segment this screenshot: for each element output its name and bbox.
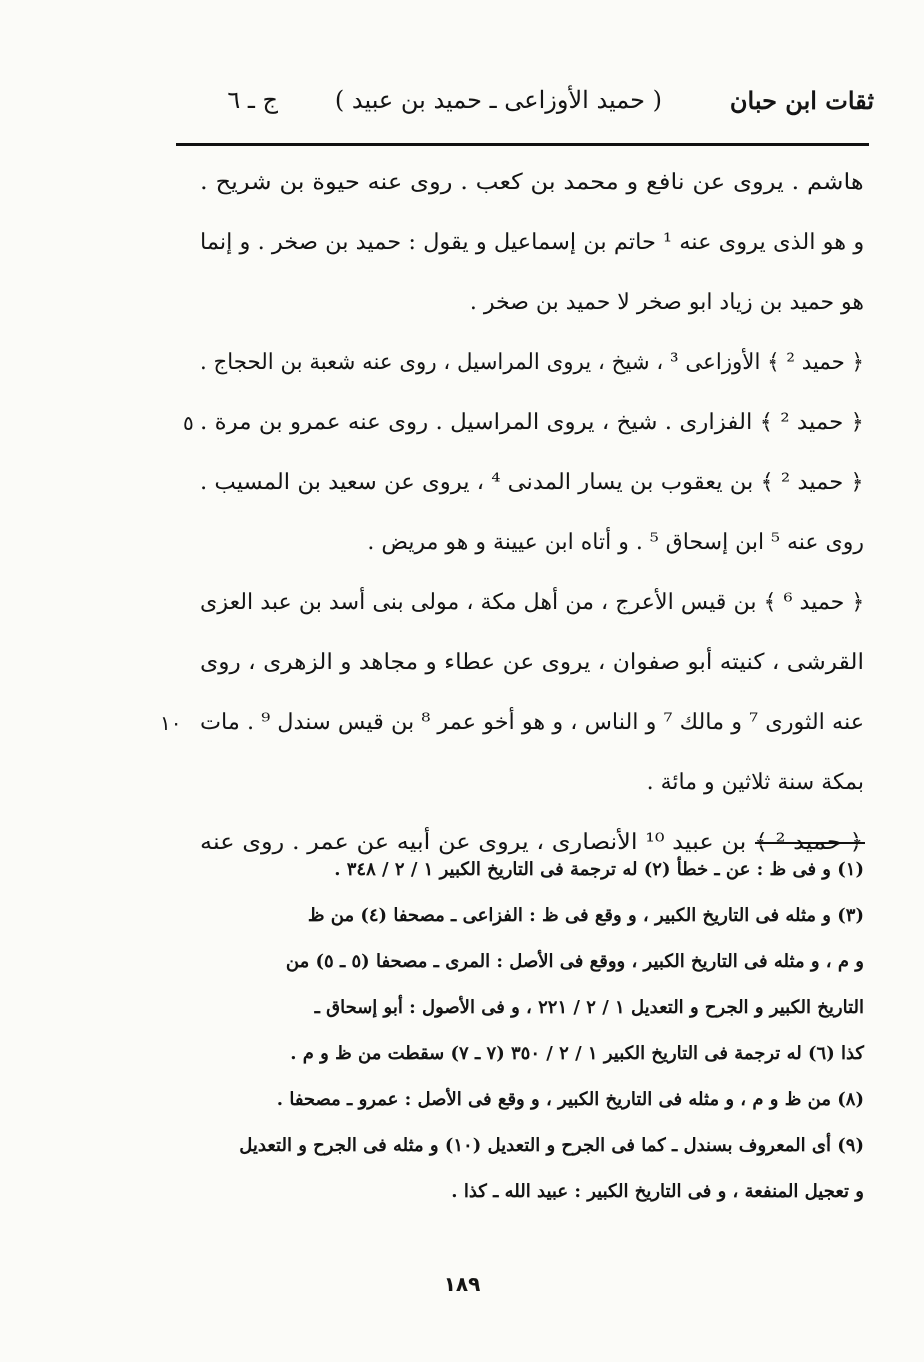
text-line-content: ﴿ حميد ⁶ ﴾ بن قيس الأعرج ، من أهل مكة ، مولى بنى أسد بن عبد العزى	[199, 590, 864, 615]
main-text	[160, 163, 864, 883]
footnote-line: (٣) و مثله فى التاريخ الكبير ، و وقع فى ظ : الفزاعى ـ مصحفا (٤) من ظ	[307, 905, 864, 926]
text-line	[183, 403, 864, 463]
text-line-content: ﴿ حميد ² ﴾ بن يعقوب بن يسار المدنى ⁴ ، يروى عن سعيد بن المسيب .	[200, 470, 864, 495]
text-line-content: ﴿ حميد ² ﴾ بن عبيد ¹⁰ الأنصارى ، يروى عن أبيه عن عمر . روى عنه	[200, 830, 864, 855]
text-line-content: هاشم . يروى عن نافع و محمد بن كعب . روى عنه حيوة بن شريح .	[200, 170, 864, 195]
footnotes	[200, 850, 864, 1218]
footnote-line: (١) و فى ظ : عن ـ خطأ (٢) له ترجمة فى التاريخ الكبير ١ / ٢ / ٣٤٨ .	[334, 859, 864, 880]
text-line-content: و هو الذى يروى عنه ¹ حاتم بن إسماعيل و يقول : حميد بن صخر . و إنما	[199, 230, 864, 255]
line-number-10: ١٠	[160, 711, 182, 735]
running-header	[175, 86, 874, 130]
footnote-line: و تعجيل المنفعة ، و فى التاريخ الكبير : عبيد الله ـ كذا .	[451, 1181, 864, 1202]
text-line	[200, 643, 864, 703]
section-title: ( حميد الأوزاعى ـ حميد بن عبيد )	[334, 86, 662, 114]
text-line	[200, 523, 864, 583]
text-line	[160, 703, 864, 763]
footnote-line: و م ، و مثله فى التاريخ الكبير ، ووقع فى الأصل : المرى ـ مصحفا (٥ ـ ٥) من	[285, 951, 864, 972]
header-rule	[176, 143, 869, 146]
footnote-line: (٨) من ظ و م ، و مثله فى التاريخ الكبير ، و وقع فى الأصل : عمرو ـ مصحفا .	[276, 1089, 864, 1110]
text-line-content: ﴿ حميد ² ﴾ الفزارى . شيخ ، يروى المراسيل . روى عنه عمرو بن مرة .	[200, 410, 864, 435]
text-line	[200, 763, 864, 823]
text-line-content: ﴿ حميد ² ﴾ الأوزاعى ³ ، شيخ ، يروى المراسيل ، روى عنه شعبة بن الحجاج .	[199, 350, 864, 375]
text-line-content: القرشى ، كنيته أبو صفوان ، يروى عن عطاء و مجاهد و الزهرى ، روى	[200, 650, 864, 675]
book-title: ثقات ابن حبان	[729, 86, 874, 115]
text-line-content: عنه الثورى ⁷ و مالك ⁷ و الناس ، و هو أخو عمر ⁸ بن قيس سندل ⁹ . مات	[199, 710, 864, 735]
text-line-content: بمكة سنة ثلاثين و مائة .	[646, 770, 864, 795]
text-line	[200, 463, 864, 523]
text-line	[200, 343, 864, 403]
volume-number: ج ـ ٦	[227, 86, 278, 114]
text-line	[200, 223, 864, 283]
footnote-line: التاريخ الكبير و الجرح و التعديل ١ / ٢ / ٢٢١ ، و فى الأصول : أبو إسحاق ـ	[314, 997, 864, 1018]
footnote-line: (٩) أى المعروف بسندل ـ كما فى الجرح و التعديل (١٠) و مثله فى الجرح و التعديل	[239, 1135, 864, 1156]
text-line	[200, 283, 864, 343]
text-line	[200, 163, 864, 223]
footnote-line: كذا (٦) له ترجمة فى التاريخ الكبير ١ / ٢ / ٣٥٠ (٧ ـ ٧) سقطت من ظ و م .	[290, 1043, 864, 1064]
text-line	[200, 583, 864, 643]
text-line-content: روى عنه ⁵ ابن إسحاق ⁵ . و أتاه ابن عيينة و هو مريض .	[367, 530, 864, 555]
footnote-rule	[755, 842, 865, 844]
page-number: ١٨٩	[443, 1272, 481, 1296]
text-line-content: هو حميد بن زياد ابو صخر لا حميد بن صخر .	[469, 290, 864, 315]
line-number-5: ٥	[183, 411, 194, 435]
